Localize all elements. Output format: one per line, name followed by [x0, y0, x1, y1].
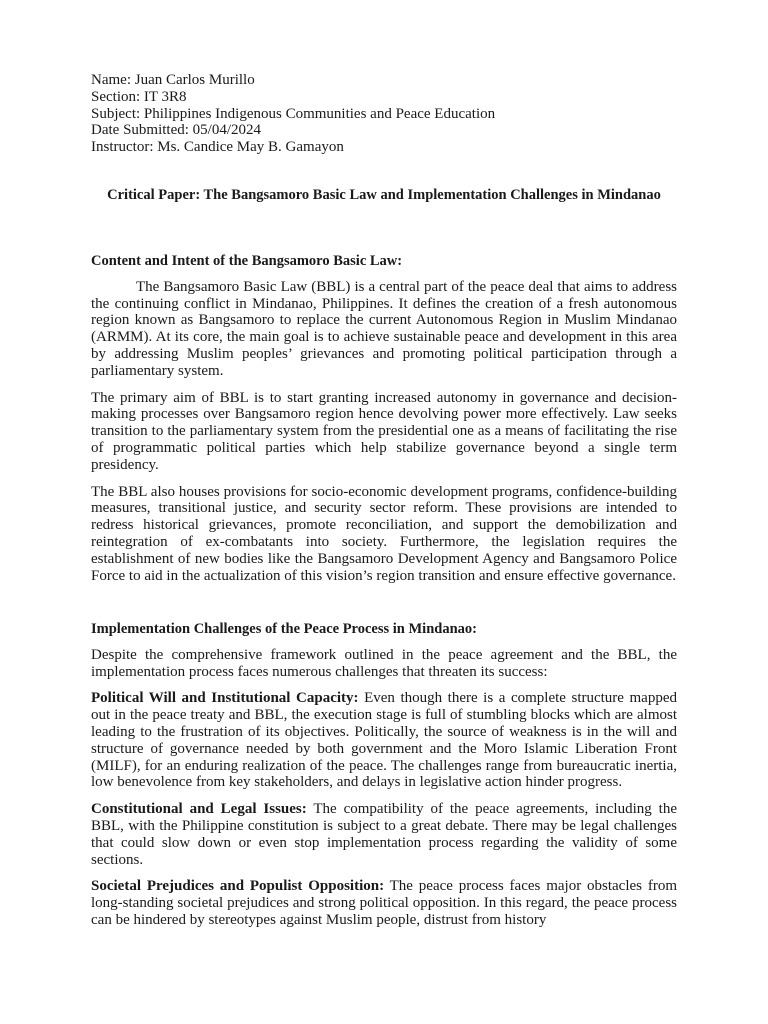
section-heading: Content and Intent of the Bangsamoro Basic Law:: [91, 253, 403, 269]
section-content-intent: [91, 253, 677, 594]
paragraph: The BBL also houses provisions for socio-economic development programs, confidence-building measures, transitional justice, and security sector reform. These provisions are intended to redress historical grievances, promote reconciliation, and support the demobilization and reintegration of ex-combatants into society. Furthermore, the legislation requires the establishment of new bodies like the Bangsamoro Development Agency and Bangsamoro Police Force to aid in the actualization of this vision’s region transition and ensure effective governance.: [91, 483, 677, 584]
challenge-lead: Societal Prejudices and Populist Opposition:: [91, 878, 385, 895]
student-name: Name: Juan Carlos Murillo: [91, 72, 255, 88]
challenge-lead: Constitutional and Legal Issues:: [91, 801, 307, 818]
student-section: Section: IT 3R8: [91, 88, 187, 105]
challenge-text: The peace process faces major obstacles from long-standing societal prejudices and strong political opposition. In this regard, the peace process can be hindered by stereotypes against Muslim people, distrust from history: [91, 878, 677, 928]
challenge-item: [91, 878, 677, 928]
section-heading: Implementation Challenges of the Peace Process in Mindanao:: [91, 621, 477, 637]
challenge-item: [91, 801, 677, 868]
paragraph: Despite the comprehensive framework outlined in the peace agreement and the BBL, the implementation process faces numerous challenges that threaten its success:: [91, 646, 677, 680]
challenge-item: [91, 690, 677, 791]
paragraph: The Bangsamoro Basic Law (BBL) is a central part of the peace deal that aims to address the continuing conflict in Mindanao, Philippines. It defines the creation of a fresh autonomous region known as Bangsamoro to replace the current Autonomous Region in Muslim Mindanao (ARMM). At its core, the main goal is to achieve sustainable peace and development in this area by addressing Muslim peoples’ grievances and promoting political participation through a parliamentary system.: [91, 278, 677, 379]
paper-title: Critical Paper: The Bangsamoro Basic Law and Implementation Challenges in Mindanao: [107, 187, 661, 203]
section-implementation-challenges: [91, 621, 677, 939]
subject-line: Subject: Philippines Indigenous Communities and Peace Education: [91, 105, 496, 122]
challenge-text: Even though there is a complete structure mapped out in the peace treaty and BBL, the execution stage is full of stumbling blocks which are almost leading to the frustration of its objectives. Politically, the source of weakness is in the will and structure of governance needed by both government and the Moro Islamic Liberation Front (MILF), for an enduring realization of the peace. The challenges range from bureaucratic inertia, low benevolence from key stakeholders, and delays in legislative action hinder progress.: [91, 690, 677, 791]
challenge-lead: Political Will and Institutional Capacity:: [91, 690, 359, 707]
paragraph: The primary aim of BBL is to start granting increased autonomy in governance and decision-making processes over Bangsamoro region hence devolving power more effectively. Law seeks transition to the parliamentary system from the presidential one as a means of facilitating the rise of programmatic political parties which help stabilize governance beyond a single term presidency.: [91, 389, 677, 473]
instructor-line: Instructor: Ms. Candice May B. Gamayon: [91, 139, 344, 156]
challenge-text: The compatibility of the peace agreements, including the BBL, with the Philippine constitution is subject to a great debate. There may be legal challenges that could slow down or even stop implementation process regarding the validity of some sections.: [91, 801, 677, 868]
student-info-header: [91, 72, 495, 156]
date-submitted: Date Submitted: 05/04/2024: [91, 122, 261, 139]
